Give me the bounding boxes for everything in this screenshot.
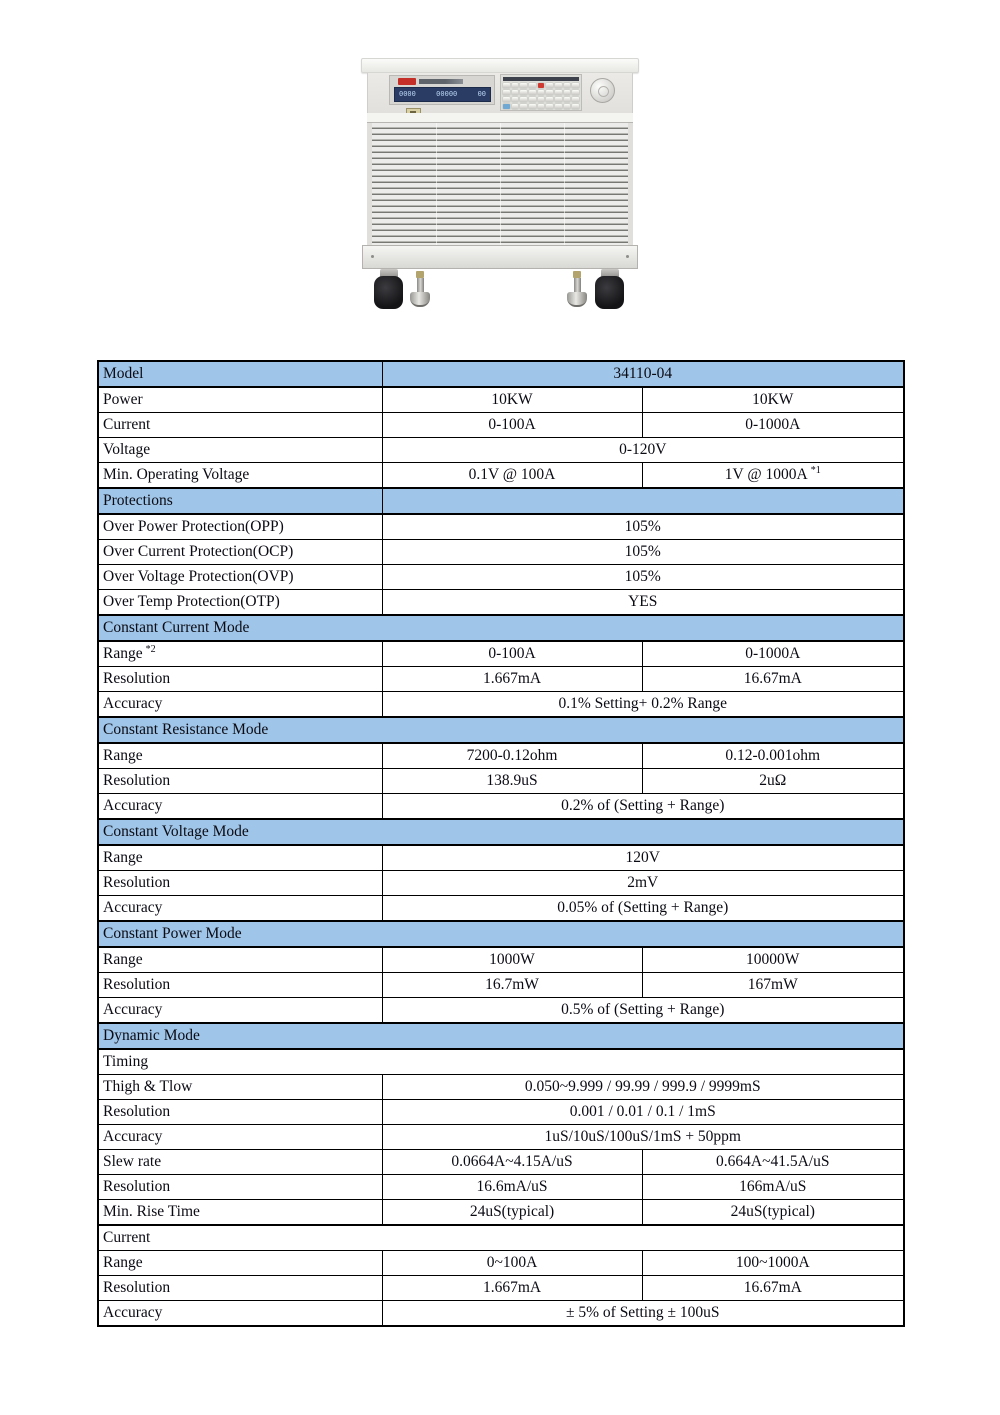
- keypad-key: [529, 83, 536, 88]
- foot-base: [567, 292, 587, 307]
- cell-text: Min. Rise Time: [103, 1203, 200, 1221]
- spec-label-cell: [98, 1276, 382, 1301]
- keypad-panel: [500, 74, 582, 111]
- cell-text: 100~1000A: [735, 1254, 810, 1272]
- keypad-key: [512, 83, 519, 88]
- cell-text: Accuracy: [103, 797, 163, 815]
- keypad-key: [564, 104, 571, 109]
- leveling-foot: [567, 271, 587, 311]
- spec-label-cell: [98, 667, 382, 692]
- table-spec-row: [98, 590, 904, 616]
- spec-value-cell: [382, 896, 904, 922]
- spec-label-cell: [98, 1175, 382, 1200]
- cell-text: Range: [103, 951, 143, 969]
- subsection-label-cell: [98, 1049, 904, 1075]
- footnote-marker: *2: [145, 644, 156, 656]
- cell-text: 0.664A~41.5A/uS: [716, 1153, 830, 1171]
- section-label-cell: [98, 488, 382, 514]
- keypad-label-strip: [503, 77, 579, 81]
- cell-text: 0-120V: [619, 441, 667, 459]
- cell-text: 105%: [624, 518, 661, 536]
- cell-text: Over Current Protection(OCP): [103, 543, 294, 561]
- cell-text: 0.05% of (Setting + Range): [557, 899, 729, 917]
- cell-text: Accuracy: [103, 695, 163, 713]
- spec-value-cell: [382, 769, 642, 794]
- table-spec-row: [98, 1251, 904, 1276]
- spec-value-cell: [382, 1175, 642, 1200]
- spec-value-cell: [382, 413, 642, 438]
- spec-value-cell: [642, 641, 904, 667]
- section-label-cell: [98, 1023, 904, 1049]
- cell-text: 0~100A: [486, 1254, 538, 1272]
- cell-text: 1uS/10uS/100uS/1mS + 50ppm: [544, 1128, 741, 1146]
- spec-label-cell: [98, 413, 382, 438]
- spec-value-cell: [642, 1175, 904, 1200]
- cell-text: 1.667mA: [482, 1279, 542, 1297]
- keypad-key: [520, 97, 527, 102]
- cell-text: 16.6mA/uS: [476, 1178, 548, 1196]
- cell-text: Resolution: [103, 670, 171, 688]
- keypad: [501, 82, 581, 110]
- table-spec-row: [98, 947, 904, 973]
- cell-text: Constant Current Mode: [103, 619, 250, 637]
- spec-value-cell: [642, 667, 904, 692]
- table-spec-row: [98, 1100, 904, 1125]
- spec-label-cell: [98, 1100, 382, 1125]
- cell-text: Voltage: [103, 441, 151, 459]
- table-spec-row: [98, 540, 904, 565]
- keypad-key: [520, 83, 527, 88]
- table-spec-row: [98, 1276, 904, 1301]
- keypad-key: [538, 83, 545, 88]
- spec-label-cell: [98, 871, 382, 896]
- brand-logo: [398, 78, 416, 85]
- cell-text: 0-1000A: [745, 416, 801, 434]
- foot-stem: [574, 278, 581, 292]
- cell-text: 166mA/uS: [739, 1178, 807, 1196]
- keypad-key: [546, 83, 553, 88]
- table-subsection-row: [98, 1049, 904, 1075]
- spec-value-cell: [642, 973, 904, 998]
- spec-value-cell: [382, 1200, 642, 1226]
- cell-text: Resolution: [103, 874, 171, 892]
- cell-text: 10000W: [746, 951, 800, 969]
- table-spec-row: [98, 973, 904, 998]
- spec-label-cell: [98, 845, 382, 871]
- cell-text: Model: [103, 365, 144, 383]
- table-spec-row: [98, 1125, 904, 1150]
- cell-text: 0.12-0.001ohm: [725, 747, 821, 765]
- cell-text: 24uS(typical): [730, 1203, 815, 1221]
- keypad-key: [512, 104, 519, 109]
- cell-text: Timing: [103, 1053, 149, 1071]
- table-section-row: [98, 819, 904, 845]
- keypad-key: [529, 90, 536, 95]
- table-section-row: [98, 1023, 904, 1049]
- cell-text: YES: [628, 593, 658, 611]
- cell-text: 0-100A: [488, 645, 536, 663]
- spec-value-cell: [382, 845, 904, 871]
- spec-value-cell: [382, 361, 904, 387]
- spec-value-cell: [382, 1301, 904, 1327]
- keypad-key: [572, 90, 579, 95]
- cell-text: 2uΩ: [759, 772, 787, 790]
- cell-text: 2mV: [627, 874, 659, 892]
- keypad-key: [503, 90, 510, 95]
- keypad-key: [503, 83, 510, 88]
- spec-label-cell: [98, 641, 382, 667]
- subsection-label-cell: [98, 1225, 904, 1251]
- spec-value-cell: [642, 1200, 904, 1226]
- keypad-key: [555, 90, 562, 95]
- cell-text: Min. Operating Voltage: [103, 466, 250, 484]
- spec-label-cell: [98, 1075, 382, 1100]
- keypad-key: [538, 104, 545, 109]
- keypad-key: [529, 104, 536, 109]
- grille-seam: [500, 123, 501, 245]
- spec-label-cell: [98, 565, 382, 590]
- keypad-key: [572, 104, 579, 109]
- table-spec-row: [98, 387, 904, 413]
- cell-text: Over Voltage Protection(OVP): [103, 568, 294, 586]
- table-spec-row: [98, 1301, 904, 1327]
- cell-text: Resolution: [103, 976, 171, 994]
- table-spec-row: [98, 1200, 904, 1226]
- table-spec-row: [98, 438, 904, 463]
- spec-label-cell: [98, 1125, 382, 1150]
- cell-text: 0.0664A~4.15A/uS: [451, 1153, 573, 1171]
- table-spec-row: [98, 871, 904, 896]
- spec-value-cell: [642, 1251, 904, 1276]
- cell-text: 16.7mW: [485, 976, 539, 994]
- spec-table-body: [98, 361, 904, 1326]
- spec-label-cell: [98, 1200, 382, 1226]
- screw-icon: [371, 255, 374, 258]
- cell-text: Over Power Protection(OPP): [103, 518, 284, 536]
- keypad-key: [520, 90, 527, 95]
- table-spec-row: [98, 413, 904, 438]
- cell-text: Protections: [103, 492, 173, 510]
- cell-text: 0.050~9.999 / 99.99 / 999.9 / 9999mS: [524, 1078, 761, 1096]
- spec-value-cell: [642, 387, 904, 413]
- cell-text: Range: [103, 1254, 143, 1272]
- table-spec-row: [98, 514, 904, 540]
- cell-text: Range: [103, 747, 143, 765]
- cell-text: 0.1% Setting+ 0.2% Range: [558, 695, 727, 713]
- screw-icon: [626, 255, 629, 258]
- cell-text: 0.001 / 0.01 / 0.1 / 1mS: [569, 1103, 716, 1121]
- keypad-key: [503, 97, 510, 102]
- spec-label-cell: [98, 438, 382, 463]
- table-section-row: [98, 488, 904, 514]
- spec-value-cell: [382, 387, 642, 413]
- cell-text: Range: [103, 849, 143, 867]
- spec-value-cell: [642, 1276, 904, 1301]
- table-section-row: [98, 717, 904, 743]
- cell-text: 1000W: [489, 951, 535, 969]
- cell-text: Accuracy: [103, 1304, 163, 1322]
- section-label-cell: [98, 717, 904, 743]
- cell-text: Resolution: [103, 1178, 171, 1196]
- footnote-marker: *1: [810, 465, 821, 477]
- spec-value-cell: [642, 743, 904, 769]
- table-spec-row: [98, 896, 904, 922]
- spec-value-cell: [382, 590, 904, 616]
- cell-text: 16.67mA: [743, 1279, 802, 1297]
- cell-text: Constant Voltage Mode: [103, 823, 249, 841]
- spec-value-cell: [642, 947, 904, 973]
- spec-value-cell: [382, 998, 904, 1024]
- keypad-key: [546, 90, 553, 95]
- table-spec-row: [98, 667, 904, 692]
- model-text: [419, 79, 463, 84]
- cell-text: 7200-0.12ohm: [466, 747, 558, 765]
- device-top-lid: [361, 58, 639, 73]
- cell-text: 24uS(typical): [469, 1203, 555, 1221]
- cell-text: ± 5% of Setting ± 100uS: [565, 1304, 720, 1322]
- cell-text: Constant Power Mode: [103, 925, 242, 943]
- spec-value-cell: [382, 540, 904, 565]
- panel-divider: [367, 113, 633, 123]
- keypad-key: [555, 97, 562, 102]
- cell-text: 1.667mA: [482, 670, 542, 688]
- keypad-key: [555, 83, 562, 88]
- spec-label-cell: [98, 463, 382, 489]
- cell-text: 10KW: [752, 391, 794, 409]
- display-segment: 00: [477, 90, 486, 98]
- section-label-cell: [98, 921, 904, 947]
- caster-wheel: [374, 269, 404, 311]
- spec-label-cell: [98, 794, 382, 820]
- keypad-key: [564, 90, 571, 95]
- spec-label-cell: [98, 514, 382, 540]
- cell-text: 16.67mA: [743, 670, 802, 688]
- cell-text: 10KW: [491, 391, 533, 409]
- spec-value-cell: [382, 871, 904, 896]
- rotary-knob-icon: [590, 78, 615, 103]
- cell-text: Current: [103, 416, 151, 434]
- cell-text: Thigh & Tlow: [103, 1078, 193, 1096]
- keypad-key: [512, 97, 519, 102]
- section-label-cell: [98, 615, 904, 641]
- display-segment: 0000: [399, 90, 416, 98]
- cell-text: 0.5% of (Setting + Range): [561, 1001, 725, 1019]
- table-spec-row: [98, 998, 904, 1024]
- table-spec-row: [98, 1075, 904, 1100]
- spec-value-cell: [382, 1125, 904, 1150]
- table-section-row: [98, 615, 904, 641]
- cell-text: Resolution: [103, 1279, 171, 1297]
- specification-table: [97, 360, 905, 1327]
- cell-text: 0-1000A: [745, 645, 801, 663]
- cell-text: Accuracy: [103, 1128, 163, 1146]
- spec-value-cell: [382, 1276, 642, 1301]
- section-fill-cell: [382, 488, 904, 514]
- spec-value-cell: [382, 973, 642, 998]
- cell-text: Power: [103, 391, 143, 409]
- foot-collar: [416, 271, 424, 278]
- cell-text: 105%: [624, 568, 661, 586]
- table-section-row: [98, 361, 904, 387]
- spec-label-cell: [98, 896, 382, 922]
- spec-value-cell: [642, 1150, 904, 1175]
- table-spec-row: [98, 845, 904, 871]
- cell-text: 138.9uS: [486, 772, 538, 790]
- table-spec-row: [98, 794, 904, 820]
- spec-label-cell: [98, 692, 382, 718]
- spec-value-cell: [642, 413, 904, 438]
- spec-value-cell: [382, 667, 642, 692]
- spec-value-cell: [382, 514, 904, 540]
- keypad-key: [503, 104, 510, 109]
- spec-label-cell: [98, 1150, 382, 1175]
- cell-text: Slew rate: [103, 1153, 162, 1171]
- grille-seam: [436, 123, 437, 245]
- spec-label-cell: [98, 361, 382, 387]
- spec-label-cell: [98, 947, 382, 973]
- cell-text: 1V @ 1000A: [724, 466, 808, 484]
- spec-label-cell: [98, 590, 382, 616]
- cell-text: 0.2% of (Setting + Range): [561, 797, 725, 815]
- spec-label-cell: [98, 769, 382, 794]
- table-subsection-row: [98, 1225, 904, 1251]
- cell-text: Current: [103, 1229, 151, 1247]
- spec-value-cell: [382, 794, 904, 820]
- cell-text: 120V: [625, 849, 660, 867]
- foot-collar: [573, 271, 581, 278]
- cell-text: 0-100A: [488, 416, 536, 434]
- table-spec-row: [98, 769, 904, 794]
- base-rail: [362, 245, 638, 269]
- keypad-key: [572, 97, 579, 102]
- foot-base: [410, 292, 430, 307]
- table-spec-row: [98, 565, 904, 590]
- spec-label-cell: [98, 973, 382, 998]
- keypad-key: [546, 97, 553, 102]
- cell-text: Range: [103, 645, 143, 663]
- spec-label-cell: [98, 540, 382, 565]
- keypad-key: [529, 97, 536, 102]
- cell-text: 34110-04: [613, 365, 673, 383]
- foot-stem: [417, 278, 424, 292]
- display-segment: 00000: [436, 90, 458, 98]
- keypad-key: [520, 104, 527, 109]
- keypad-key: [512, 90, 519, 95]
- spec-value-cell: [382, 463, 642, 489]
- spec-label-cell: [98, 387, 382, 413]
- spec-value-cell: [382, 438, 904, 463]
- spec-value-cell: [382, 565, 904, 590]
- keypad-key: [538, 97, 545, 102]
- cell-text: 167mW: [747, 976, 798, 994]
- spec-value-cell: [382, 641, 642, 667]
- table-spec-row: [98, 1150, 904, 1175]
- spec-value-cell: [642, 463, 904, 489]
- wheel-icon: [595, 276, 624, 309]
- spec-value-cell: [382, 692, 904, 718]
- spec-value-cell: [382, 947, 642, 973]
- product-image: [361, 58, 639, 314]
- spec-label-cell: [98, 1301, 382, 1327]
- cell-text: Accuracy: [103, 1001, 163, 1019]
- cell-text: Resolution: [103, 1103, 171, 1121]
- spec-value-cell: [382, 1150, 642, 1175]
- table-spec-row: [98, 1175, 904, 1200]
- keypad-key: [546, 104, 553, 109]
- section-label-cell: [98, 819, 904, 845]
- spec-value-cell: [382, 1075, 904, 1100]
- spec-value-cell: [382, 1100, 904, 1125]
- table-spec-row: [98, 463, 904, 489]
- table-spec-row: [98, 692, 904, 718]
- spec-value-cell: [382, 743, 642, 769]
- spec-value-cell: [382, 1251, 642, 1276]
- cell-text: 105%: [624, 543, 661, 561]
- cell-text: Dynamic Mode: [103, 1027, 200, 1045]
- table-spec-row: [98, 743, 904, 769]
- cell-text: Resolution: [103, 772, 171, 790]
- keypad-key: [564, 83, 571, 88]
- keypad-key: [555, 104, 562, 109]
- spec-label-cell: [98, 1251, 382, 1276]
- ventilation-grille: [367, 123, 633, 245]
- keypad-key: [564, 97, 571, 102]
- lcd-display: [394, 87, 491, 102]
- keypad-key: [538, 90, 545, 95]
- keypad-key: [572, 83, 579, 88]
- spec-value-cell: [642, 769, 904, 794]
- table-section-row: [98, 921, 904, 947]
- cell-text: Over Temp Protection(OTP): [103, 593, 280, 611]
- grille-seam: [564, 123, 565, 245]
- cell-text: Constant Resistance Mode: [103, 721, 269, 739]
- caster-wheel: [595, 269, 625, 311]
- leveling-foot: [410, 271, 430, 311]
- spec-label-cell: [98, 998, 382, 1024]
- spec-label-cell: [98, 743, 382, 769]
- cell-text: 0.1V @ 100A: [468, 466, 556, 484]
- table-spec-row: [98, 641, 904, 667]
- wheel-icon: [374, 276, 403, 309]
- cell-text: Accuracy: [103, 899, 163, 917]
